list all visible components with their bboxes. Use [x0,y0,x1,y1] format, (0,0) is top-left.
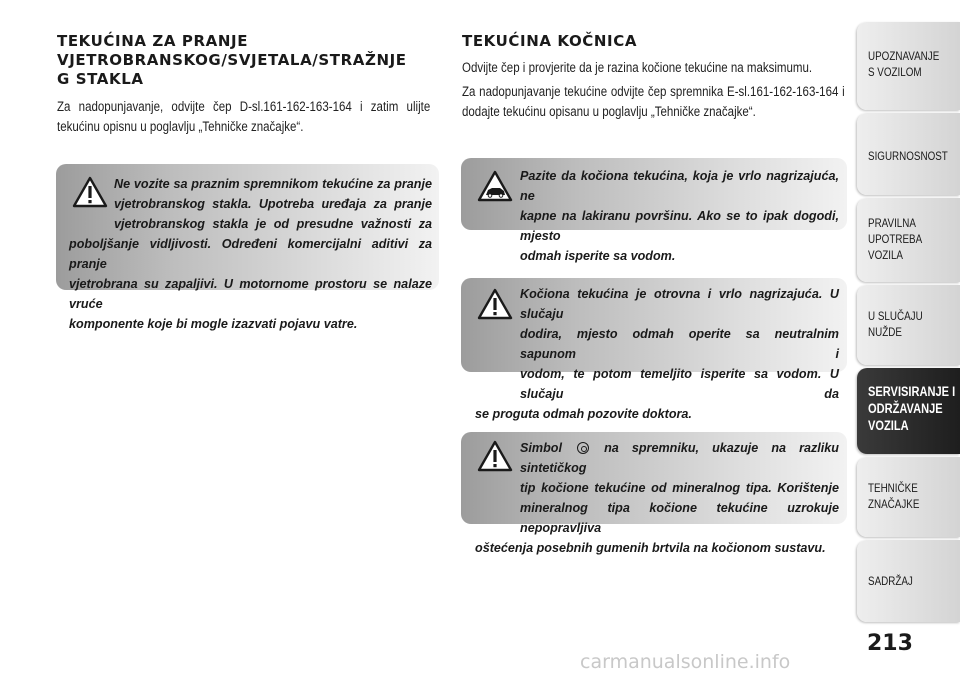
tab-label: PRAVILNA UPOTREBA VOZILA [868,216,923,262]
tab-tehnicke-znacajke[interactable] [857,457,960,537]
tab-label: SERVISIRANJE I ODRŽAVANJE VOZILA [868,384,956,433]
warning-line: poboljšanje vidljivosti. Određeni komercijalni aditivi za pranje [69,237,432,271]
warning-line: vodom, te potom temeljito isperite sa vodom. U slučaju da [520,367,839,401]
warning-line: Pazite da kočiona tekućina, koja je vrlo nagrizajuća, ne [520,169,839,203]
warning-line: vjetrobranskog stakla. Upotreba uređaja za pranje [114,197,432,211]
brake-fluid-type-warning-box [461,432,847,555]
washer-fluid-warning-box [56,164,439,331]
warning-line [520,438,839,478]
tab-label: TEHNIČKE ZNAČAJKE [868,481,920,511]
tab-sigurnosnost[interactable] [857,113,960,195]
tab-label: U SLUČAJU NUŽDE [868,309,923,339]
title-line: TEKUĆINA ZA PRANJE [57,32,249,50]
brake-fluid-paint-warning-text [461,166,839,266]
tab-label: UPOZNAVANJE S VOZILOM [868,49,940,79]
brake-fluid-paint-warning-box [461,158,847,263]
warning-line-rest: na spremniku, ukazuje na razliku sintetičkog [520,441,840,475]
warning-line: tip kočione tekućine od mineralnog tipa. Korištenje [520,481,839,495]
para-line: tekućinu opisnu u poglavlju „Tehničke značajke“. [57,119,304,134]
tab-sadrzaj[interactable] [857,540,960,622]
tab-label: SADRŽAJ [868,574,913,588]
washer-fluid-title [57,32,407,89]
washer-fluid-warning-text [56,174,432,334]
watermark: carmanualsonline.info [580,651,791,673]
page-number: 213 [867,631,913,656]
brake-fluid-toxic-warning-text [461,284,839,424]
warning-line: vjetrobranskog stakla je od presudne važnosti za [114,217,432,231]
brake-fluid-paragraph-1: Odvijte čep i provjerite da je razina kočione tekućine na maksimumu. [462,60,813,75]
warning-line: oštećenja posebnih gumenih brtvila na kočionom sustavu. [475,541,826,555]
brake-fluid-type-warning-text [461,438,839,558]
simbol-word: Simbol [520,441,562,455]
warning-line: mineralnog tipa kočione tekućine uzrokuje nepopravljiva [520,501,839,535]
para-line: Za nadopunjavanje tekućine odvijte čep spremnika E-sl.161-162-163-164 i [462,84,845,99]
warning-line: vjetrobrana su zapaljivi. U motornome prostoru se nalaze vruće [69,277,432,311]
tab-upoznavanje-s-vozilom[interactable] [857,22,960,110]
brake-fluid-symbol-icon [577,442,589,454]
warning-line: odmah isperite sa vodom. [520,249,676,263]
warning-line: se proguta odmah pozovite doktora. [475,407,692,421]
brake-fluid-toxic-warning-box [461,278,847,421]
para-line: Za nadopunjavanje, odvijte čep D-sl.161-162-163-164 i zatim ulijte [57,99,431,114]
warning-line: dodira, mjesto odmah operite sa neutralnim sapunom i [520,327,839,361]
tab-label: SIGURNOSNOST [868,149,948,163]
warning-line: Ne vozite sa praznim spremnikom tekućine za pranje [114,177,432,191]
brake-fluid-title: TEKUĆINA KOČNICA [462,32,638,50]
brake-fluid-paragraph-2 [462,82,845,122]
title-line: G STAKLA [57,70,144,88]
tab-servisiranje-i-odrzavanje-vozila[interactable] [857,368,960,454]
warning-line: kapne na lakiranu površinu. Ako se to ipak dogodi, mjesto [520,209,839,243]
para-line: dodajte tekućinu opisanu u poglavlju „Tehničke značajke“. [462,104,756,119]
tab-pravilna-upotreba-vozila[interactable] [857,198,960,282]
warning-line: Kočiona tekućina je otrovna i vrlo nagrizajuća. U slučaju [520,287,839,321]
tab-u-slucaju-nuzde[interactable] [857,285,960,365]
warning-line: komponente koje bi mogle izazvati pojavu vatre. [69,317,358,331]
washer-fluid-paragraph [57,97,430,137]
title-line: VJETROBRANSKOG/SVJETALA/STRAŽNJE [57,51,407,69]
